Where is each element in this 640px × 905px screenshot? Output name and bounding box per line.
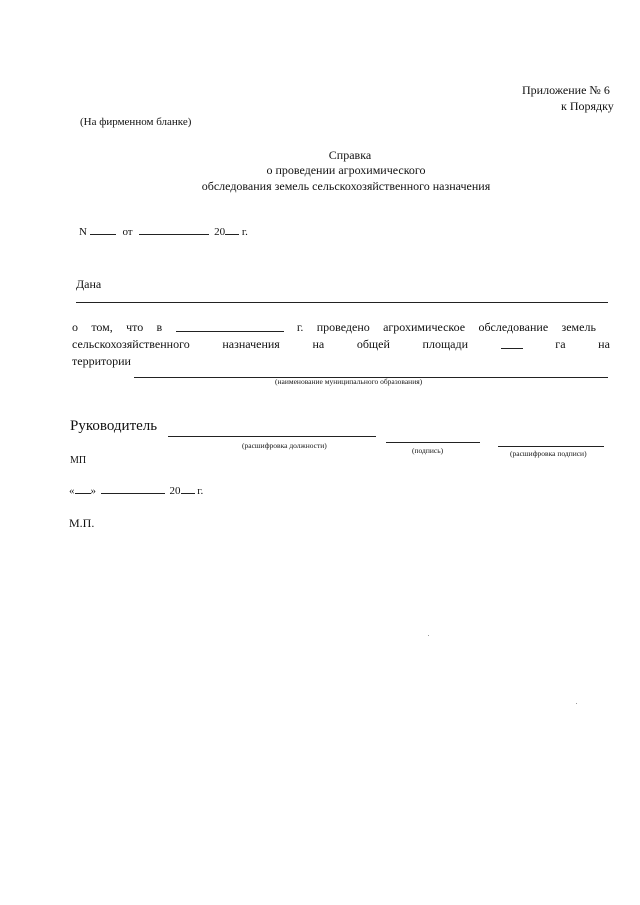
body-row-1	[72, 320, 596, 335]
year-blank[interactable]	[225, 223, 239, 235]
row1-word: в	[156, 320, 163, 334]
number-line	[79, 223, 248, 238]
head-label: Руководитель	[70, 418, 158, 434]
number-label: N	[79, 226, 87, 238]
date-year-prefix: 20	[169, 485, 181, 497]
mp-small-label: МП	[70, 455, 87, 466]
appendix-order: к Порядку	[561, 99, 614, 113]
row1-word: земель	[561, 320, 596, 334]
month-blank[interactable]	[101, 482, 165, 494]
row2-word: площади	[422, 337, 469, 351]
body-row-2	[72, 337, 610, 352]
name-caption: (расшифровка подписи)	[510, 449, 587, 458]
row1-word: агрохимическое	[383, 320, 466, 334]
row1-word: что	[126, 320, 144, 334]
day-blank[interactable]	[75, 482, 91, 494]
letterhead-note: (На фирменном бланке)	[80, 116, 192, 128]
date-year-blank[interactable]	[181, 482, 195, 494]
from-label: от	[122, 226, 133, 238]
doc-subtitle-2: обследования земель сельскохозяйственного назначения	[201, 179, 491, 193]
open-quote: «	[69, 485, 75, 497]
row2-word: га	[555, 337, 566, 351]
issued-to-line[interactable]	[76, 302, 608, 303]
row2-word: на	[312, 337, 325, 351]
city-blank[interactable]	[176, 320, 284, 332]
row1-word: г.	[296, 320, 304, 334]
signature-line[interactable]	[386, 442, 480, 443]
date-blank[interactable]	[139, 223, 209, 235]
doc-title: Справка	[328, 148, 372, 162]
row2-word: общей	[356, 337, 390, 351]
scan-speck	[428, 635, 429, 636]
row1-word: проведено	[316, 320, 370, 334]
name-line[interactable]	[498, 446, 604, 447]
row1-word: о	[72, 320, 78, 334]
municipality-caption: (наименование муниципального образования)	[275, 377, 423, 386]
appendix-number: Приложение № 6	[522, 83, 610, 97]
close-quote: »	[90, 485, 96, 497]
issued-label: Дана	[76, 277, 102, 291]
year-suffix: г.	[241, 226, 248, 238]
row1-word: том,	[91, 320, 113, 334]
row2-word: сельскохозяйственного	[72, 337, 190, 351]
territory-label: территории	[72, 354, 131, 368]
stamp-label: М.П.	[69, 516, 95, 530]
number-blank[interactable]	[90, 223, 116, 235]
row2-word: на	[598, 337, 610, 351]
row1-word: обследование	[478, 320, 549, 334]
position-line[interactable]	[168, 436, 376, 437]
doc-subtitle-1: о проведении агрохимического	[266, 163, 426, 177]
row2-word: назначения	[222, 337, 280, 351]
date-line	[69, 482, 203, 497]
scan-speck	[576, 703, 577, 704]
year-prefix: 20	[214, 226, 226, 238]
sign-caption: (подпись)	[412, 446, 444, 455]
date-year-suffix: г.	[197, 485, 204, 497]
area-blank[interactable]	[501, 337, 523, 349]
position-caption: (расшифровка должности)	[242, 441, 327, 450]
